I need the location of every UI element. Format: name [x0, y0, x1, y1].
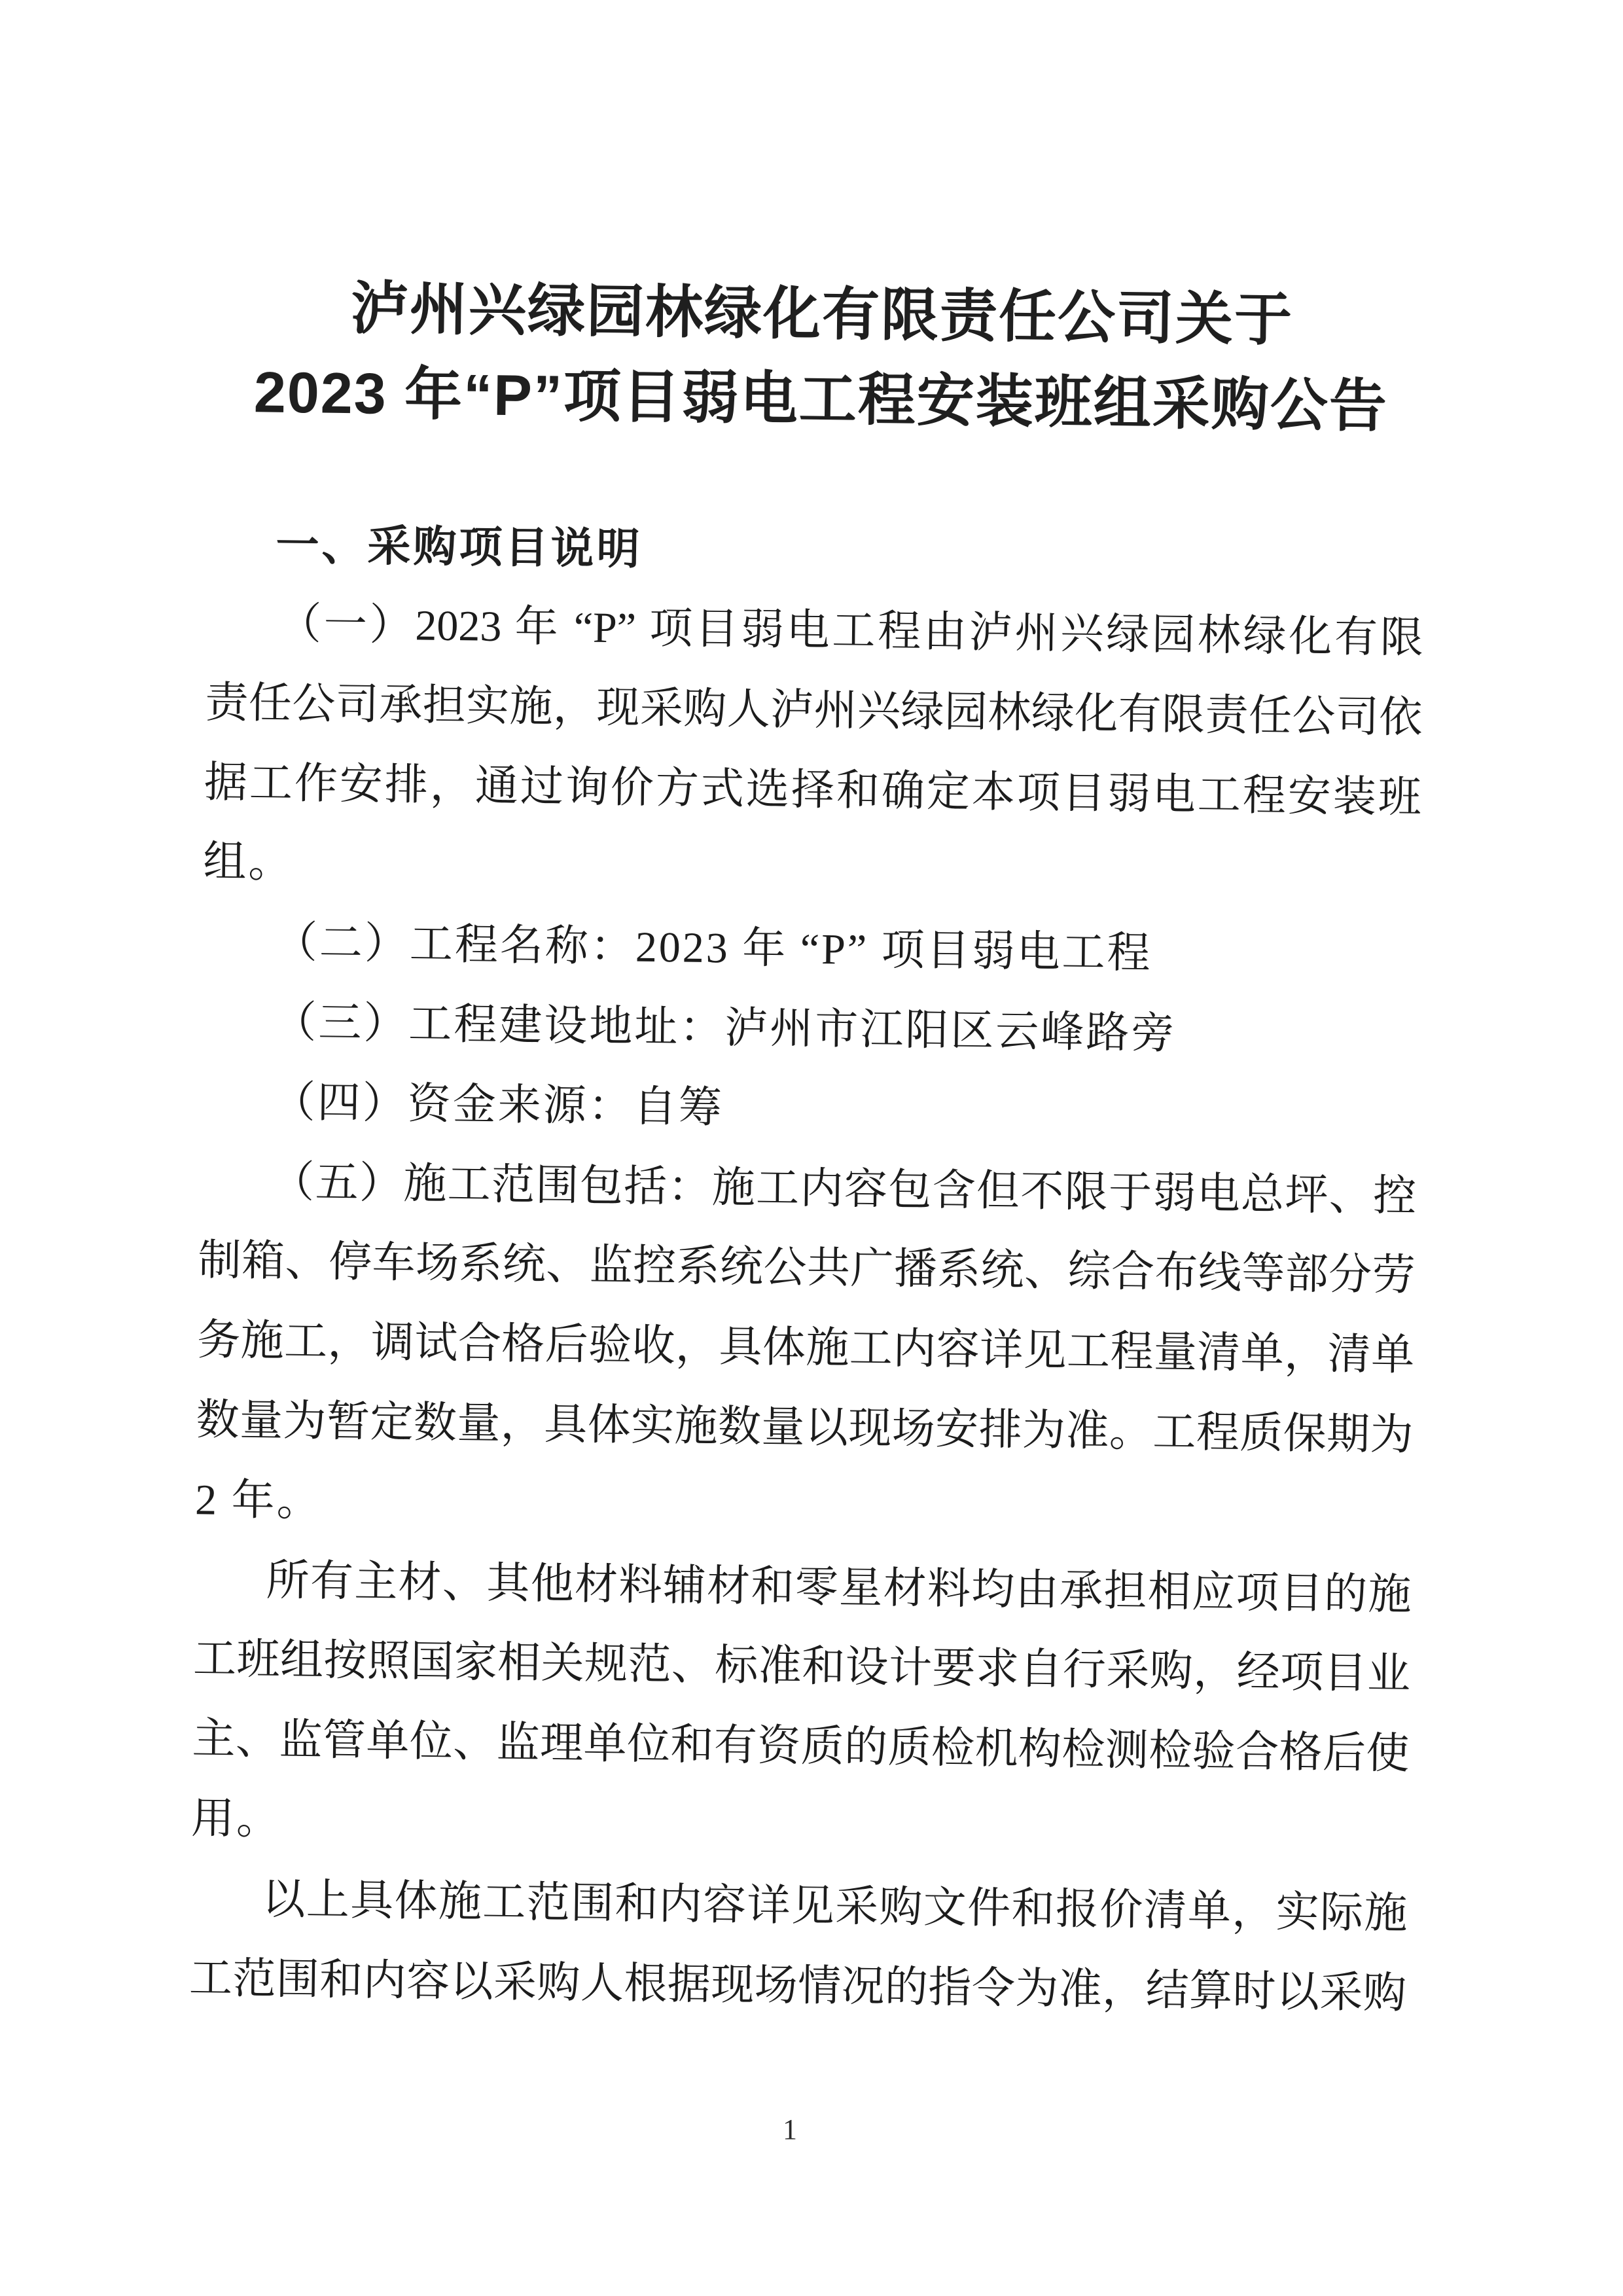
body-line: 所有主材、其他材料辅材和零星材料均由承担相应项目的施: [266, 1556, 1412, 1619]
body-line: 组。: [202, 838, 294, 888]
document-title-line-1: 泸州兴绿园林绿化有限责任公司关于: [350, 276, 1294, 353]
body-line: （一）2023 年 “P” 项目弱电工程由泸州兴绿园林绿化有限: [277, 600, 1424, 662]
body-line: 责任公司承担实施，现采购人泸州兴绿园林绿化有限责任公司依: [205, 679, 1423, 742]
body-line: （四）资金来源：自筹: [272, 1078, 724, 1132]
body-line: 数量为暂定数量，具体实施数量以现场安排为准。工程质保期为: [196, 1396, 1414, 1460]
page-number: 1: [783, 2113, 797, 2145]
body-line: （五）施工范围包括：施工内容包含但不限于弱电总坪、控: [270, 1158, 1417, 1221]
body-line: 制箱、停车场系统、监控系统公共广播系统、综合布线等部分劳: [198, 1236, 1416, 1300]
body-line: 工班组按照国家相关规范、标准和设计要求自行采购，经项目业: [192, 1635, 1411, 1698]
body-line: （三）工程建设地址：泸州市江阳区云峰路旁: [272, 998, 1177, 1058]
section-heading: 一、采购项目说明: [276, 520, 643, 573]
body-line: 务施工，调试合格后验收，具体施工内容详见工程量清单，清单: [196, 1316, 1415, 1380]
body-text: [188, 583, 1423, 2034]
body-line: 以上具体施工范围和内容详见采购文件和报价清单，实际施: [262, 1875, 1408, 1938]
body-line: 2 年。: [194, 1475, 323, 1526]
body-line: 用。: [190, 1795, 282, 1844]
body-line: 主、监管单位、监理单位和有资质的质检机构检测检验合格后使: [192, 1715, 1410, 1778]
body-line: 工范围和内容以采购人根据现场情况的指令为准，结算时以采购: [188, 1954, 1407, 2018]
document-title-line-2: 2023 年“P”项目弱电工程安装班组采购公告: [253, 359, 1389, 439]
body-line: 据工作安排，通过询价方式选择和确定本项目弱电工程安装班: [204, 758, 1422, 822]
body-line: （二）工程名称：2023 年 “P” 项目弱电工程: [274, 918, 1153, 978]
